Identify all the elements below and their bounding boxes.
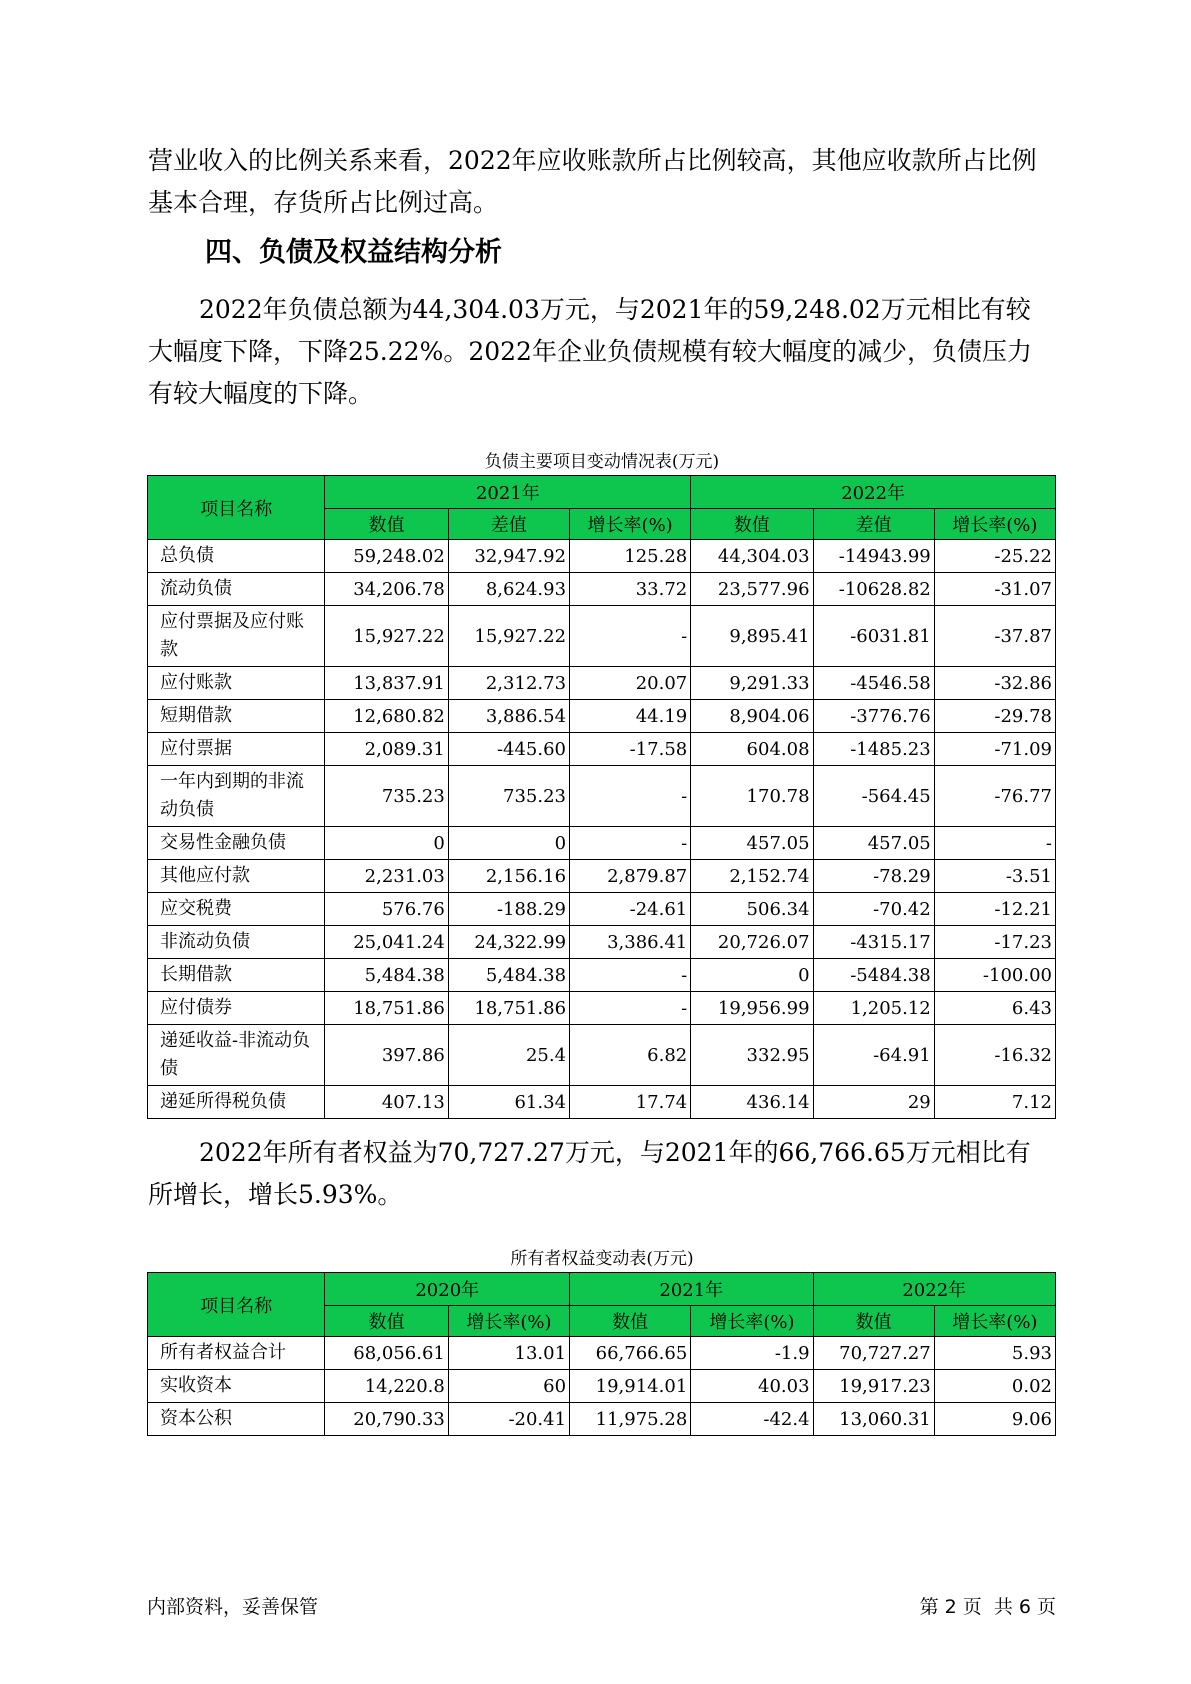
table-cell: 44.19	[570, 700, 691, 733]
table-cell: 33.72	[570, 573, 691, 606]
table2-sub-header: 数值	[813, 1306, 934, 1337]
table-cell: -17.23	[934, 926, 1055, 959]
table-cell: -6031.81	[813, 606, 934, 667]
table-cell: -4546.58	[813, 667, 934, 700]
section-heading: 四、负债及权益结构分析	[205, 237, 502, 268]
table-cell: 23,577.96	[691, 573, 813, 606]
table-cell: 0	[325, 827, 448, 860]
table-cell: -	[570, 992, 691, 1025]
table-cell: 407.13	[325, 1086, 448, 1119]
equity-table	[147, 1272, 1056, 1436]
table-cell: 8,904.06	[691, 700, 813, 733]
table-cell: 14,220.8	[325, 1370, 448, 1403]
row-label: 总负债	[148, 540, 325, 573]
table-cell: 2,879.87	[570, 860, 691, 893]
footer-page-number: 第 2 页 共 6 页	[919, 1596, 1056, 1618]
table-row	[148, 959, 1056, 992]
table-cell: 3,386.41	[570, 926, 691, 959]
table-cell: 13,060.31	[813, 1403, 934, 1436]
table-cell: 66,766.65	[570, 1337, 691, 1370]
row-label: 应付票据	[148, 733, 325, 766]
table1-sub-header: 数值	[691, 509, 813, 540]
table-cell: -	[570, 959, 691, 992]
table-cell: 20.07	[570, 667, 691, 700]
table-cell: -42.4	[691, 1403, 813, 1436]
table-row	[148, 667, 1056, 700]
table-row	[148, 926, 1056, 959]
table-cell: 3,886.54	[448, 700, 569, 733]
table-cell: 29	[813, 1086, 934, 1119]
table-row	[148, 700, 1056, 733]
row-label: 所有者权益合计	[148, 1337, 325, 1370]
table-cell: 25.4	[448, 1025, 569, 1086]
row-label: 其他应付款	[148, 860, 325, 893]
table-cell: 11,975.28	[570, 1403, 691, 1436]
table-cell: -37.87	[934, 606, 1055, 667]
table-cell: 332.95	[691, 1025, 813, 1086]
table-cell: 59,248.02	[325, 540, 448, 573]
table2-year-header: 2022年	[813, 1273, 1055, 1306]
equity-paragraph: 2022年所有者权益为70,727.27万元，与2021年的66,766.65万元相比有所增长，增长5.93%。	[148, 1138, 1031, 1209]
table-cell: 6.82	[570, 1025, 691, 1086]
table-cell: 15,927.22	[325, 606, 448, 667]
table-row	[148, 606, 1056, 667]
table-cell: 18,751.86	[448, 992, 569, 1025]
table-cell: 8,624.93	[448, 573, 569, 606]
table1-year-header: 2021年	[325, 476, 691, 509]
table2-caption: 所有者权益变动表(万元)	[510, 1249, 694, 1269]
table1-caption: 负债主要项目变动情况表(万元)	[484, 452, 720, 472]
table2-sub-header: 数值	[570, 1306, 691, 1337]
table-cell: 19,917.23	[813, 1370, 934, 1403]
table-cell: 735.23	[448, 766, 569, 827]
table-cell: 2,152.74	[691, 860, 813, 893]
table-cell: -188.29	[448, 893, 569, 926]
liability-table	[147, 475, 1056, 1119]
table-cell: 61.34	[448, 1086, 569, 1119]
row-label: 资本公积	[148, 1403, 325, 1436]
table-cell: -20.41	[448, 1403, 569, 1436]
table-cell: -100.00	[934, 959, 1055, 992]
row-label: 短期借款	[148, 700, 325, 733]
table-cell: -31.07	[934, 573, 1055, 606]
table-cell: -29.78	[934, 700, 1055, 733]
table-cell: -24.61	[570, 893, 691, 926]
table-cell: 68,056.61	[325, 1337, 448, 1370]
table-cell: 13.01	[448, 1337, 569, 1370]
table-row	[148, 827, 1056, 860]
table-cell: -	[570, 766, 691, 827]
table-cell: 24,322.99	[448, 926, 569, 959]
table-cell: -445.60	[448, 733, 569, 766]
table-cell: -1.9	[691, 1337, 813, 1370]
table-cell: 40.03	[691, 1370, 813, 1403]
table1-sub-header: 差值	[448, 509, 569, 540]
table1-sub-header: 增长率(%)	[570, 509, 691, 540]
table2-sub-header: 数值	[325, 1306, 448, 1337]
table-cell: 2,156.16	[448, 860, 569, 893]
table-cell: 5,484.38	[448, 959, 569, 992]
table-cell: 506.34	[691, 893, 813, 926]
table-cell: 2,089.31	[325, 733, 448, 766]
row-label: 递延所得税负债	[148, 1086, 325, 1119]
table-row	[148, 573, 1056, 606]
table-cell: -12.21	[934, 893, 1055, 926]
table-row	[148, 893, 1056, 926]
table-cell: -5484.38	[813, 959, 934, 992]
table-cell: 34,206.78	[325, 573, 448, 606]
table2-name-header: 项目名称	[148, 1273, 325, 1337]
table-row	[148, 1086, 1056, 1119]
table-cell: 17.74	[570, 1086, 691, 1119]
row-label: 一年内到期的非流动负债	[148, 766, 325, 827]
table-cell: -78.29	[813, 860, 934, 893]
table-cell: 9,895.41	[691, 606, 813, 667]
table-row	[148, 1025, 1056, 1086]
table-cell: 0	[448, 827, 569, 860]
table-cell: 7.12	[934, 1086, 1055, 1119]
row-label: 流动负债	[148, 573, 325, 606]
table-row	[148, 860, 1056, 893]
table-cell: 9.06	[934, 1403, 1055, 1436]
table-cell: 20,790.33	[325, 1403, 448, 1436]
table-cell: -10628.82	[813, 573, 934, 606]
table-cell: 170.78	[691, 766, 813, 827]
row-label: 应交税费	[148, 893, 325, 926]
table-cell: 25,041.24	[325, 926, 448, 959]
table-cell: 0.02	[934, 1370, 1055, 1403]
table-cell: 19,914.01	[570, 1370, 691, 1403]
table-cell: -	[934, 827, 1055, 860]
row-label: 递延收益-非流动负债	[148, 1025, 325, 1086]
table-cell: -64.91	[813, 1025, 934, 1086]
footer-confidential-note: 内部资料，妥善保管	[147, 1596, 319, 1618]
table-cell: 44,304.03	[691, 540, 813, 573]
table-cell: 20,726.07	[691, 926, 813, 959]
table-cell: -71.09	[934, 733, 1055, 766]
table-cell: -17.58	[570, 733, 691, 766]
table2-sub-header: 增长率(%)	[691, 1306, 813, 1337]
table-cell: 12,680.82	[325, 700, 448, 733]
table-cell: -14943.99	[813, 540, 934, 573]
table-cell: 457.05	[691, 827, 813, 860]
table-row	[148, 1370, 1056, 1403]
table2-sub-header: 增长率(%)	[448, 1306, 569, 1337]
table-cell: 125.28	[570, 540, 691, 573]
table-cell: 6.43	[934, 992, 1055, 1025]
table-cell: 397.86	[325, 1025, 448, 1086]
table-cell: -70.42	[813, 893, 934, 926]
table-cell: -564.45	[813, 766, 934, 827]
table-cell: 457.05	[813, 827, 934, 860]
table-cell: -1485.23	[813, 733, 934, 766]
table-row	[148, 1337, 1056, 1370]
row-label: 应付账款	[148, 667, 325, 700]
table-row	[148, 766, 1056, 827]
table-cell: -76.77	[934, 766, 1055, 827]
table1-sub-header: 数值	[325, 509, 448, 540]
table-row	[148, 1403, 1056, 1436]
table-cell: 735.23	[325, 766, 448, 827]
table-cell: 0	[691, 959, 813, 992]
intro-paragraph: 营业收入的比例关系来看，2022年应收账款所占比例较高，其他应收款所占比例基本合理，存货所占比例过高。	[148, 146, 1037, 217]
row-label: 非流动负债	[148, 926, 325, 959]
table-row	[148, 733, 1056, 766]
table-cell: 2,312.73	[448, 667, 569, 700]
table2-sub-header: 增长率(%)	[934, 1306, 1055, 1337]
row-label: 交易性金融负债	[148, 827, 325, 860]
row-label: 应付票据及应付账款	[148, 606, 325, 667]
table2-year-header: 2020年	[325, 1273, 570, 1306]
liability-paragraph: 2022年负债总额为44,304.03万元，与2021年的59,248.02万元相比有较大幅度下降，下降25.22%。2022年企业负债规模有较大幅度的减少，负债压力有较大幅度的下降。	[148, 295, 1032, 408]
table-cell: 18,751.86	[325, 992, 448, 1025]
table-cell: 604.08	[691, 733, 813, 766]
table-cell: -32.86	[934, 667, 1055, 700]
table-cell: 9,291.33	[691, 667, 813, 700]
table-cell: 32,947.92	[448, 540, 569, 573]
row-label: 实收资本	[148, 1370, 325, 1403]
table-cell: -	[570, 606, 691, 667]
table-cell: 19,956.99	[691, 992, 813, 1025]
table-row	[148, 540, 1056, 573]
table2-year-header: 2021年	[570, 1273, 813, 1306]
table-cell: 60	[448, 1370, 569, 1403]
table-cell: 15,927.22	[448, 606, 569, 667]
table1-sub-header: 增长率(%)	[934, 509, 1055, 540]
row-label: 应付债券	[148, 992, 325, 1025]
table-cell: -	[570, 827, 691, 860]
table-cell: -4315.17	[813, 926, 934, 959]
table1-name-header: 项目名称	[148, 476, 325, 540]
table-cell: 70,727.27	[813, 1337, 934, 1370]
table-cell: 2,231.03	[325, 860, 448, 893]
table-cell: -25.22	[934, 540, 1055, 573]
table-cell: 5,484.38	[325, 959, 448, 992]
table-cell: -3.51	[934, 860, 1055, 893]
table-cell: 436.14	[691, 1086, 813, 1119]
table1-year-header: 2022年	[691, 476, 1056, 509]
table-row	[148, 992, 1056, 1025]
table-cell: -3776.76	[813, 700, 934, 733]
table-cell: -16.32	[934, 1025, 1055, 1086]
table-cell: 5.93	[934, 1337, 1055, 1370]
table-cell: 1,205.12	[813, 992, 934, 1025]
row-label: 长期借款	[148, 959, 325, 992]
table-cell: 576.76	[325, 893, 448, 926]
table-cell: 13,837.91	[325, 667, 448, 700]
table1-sub-header: 差值	[813, 509, 934, 540]
